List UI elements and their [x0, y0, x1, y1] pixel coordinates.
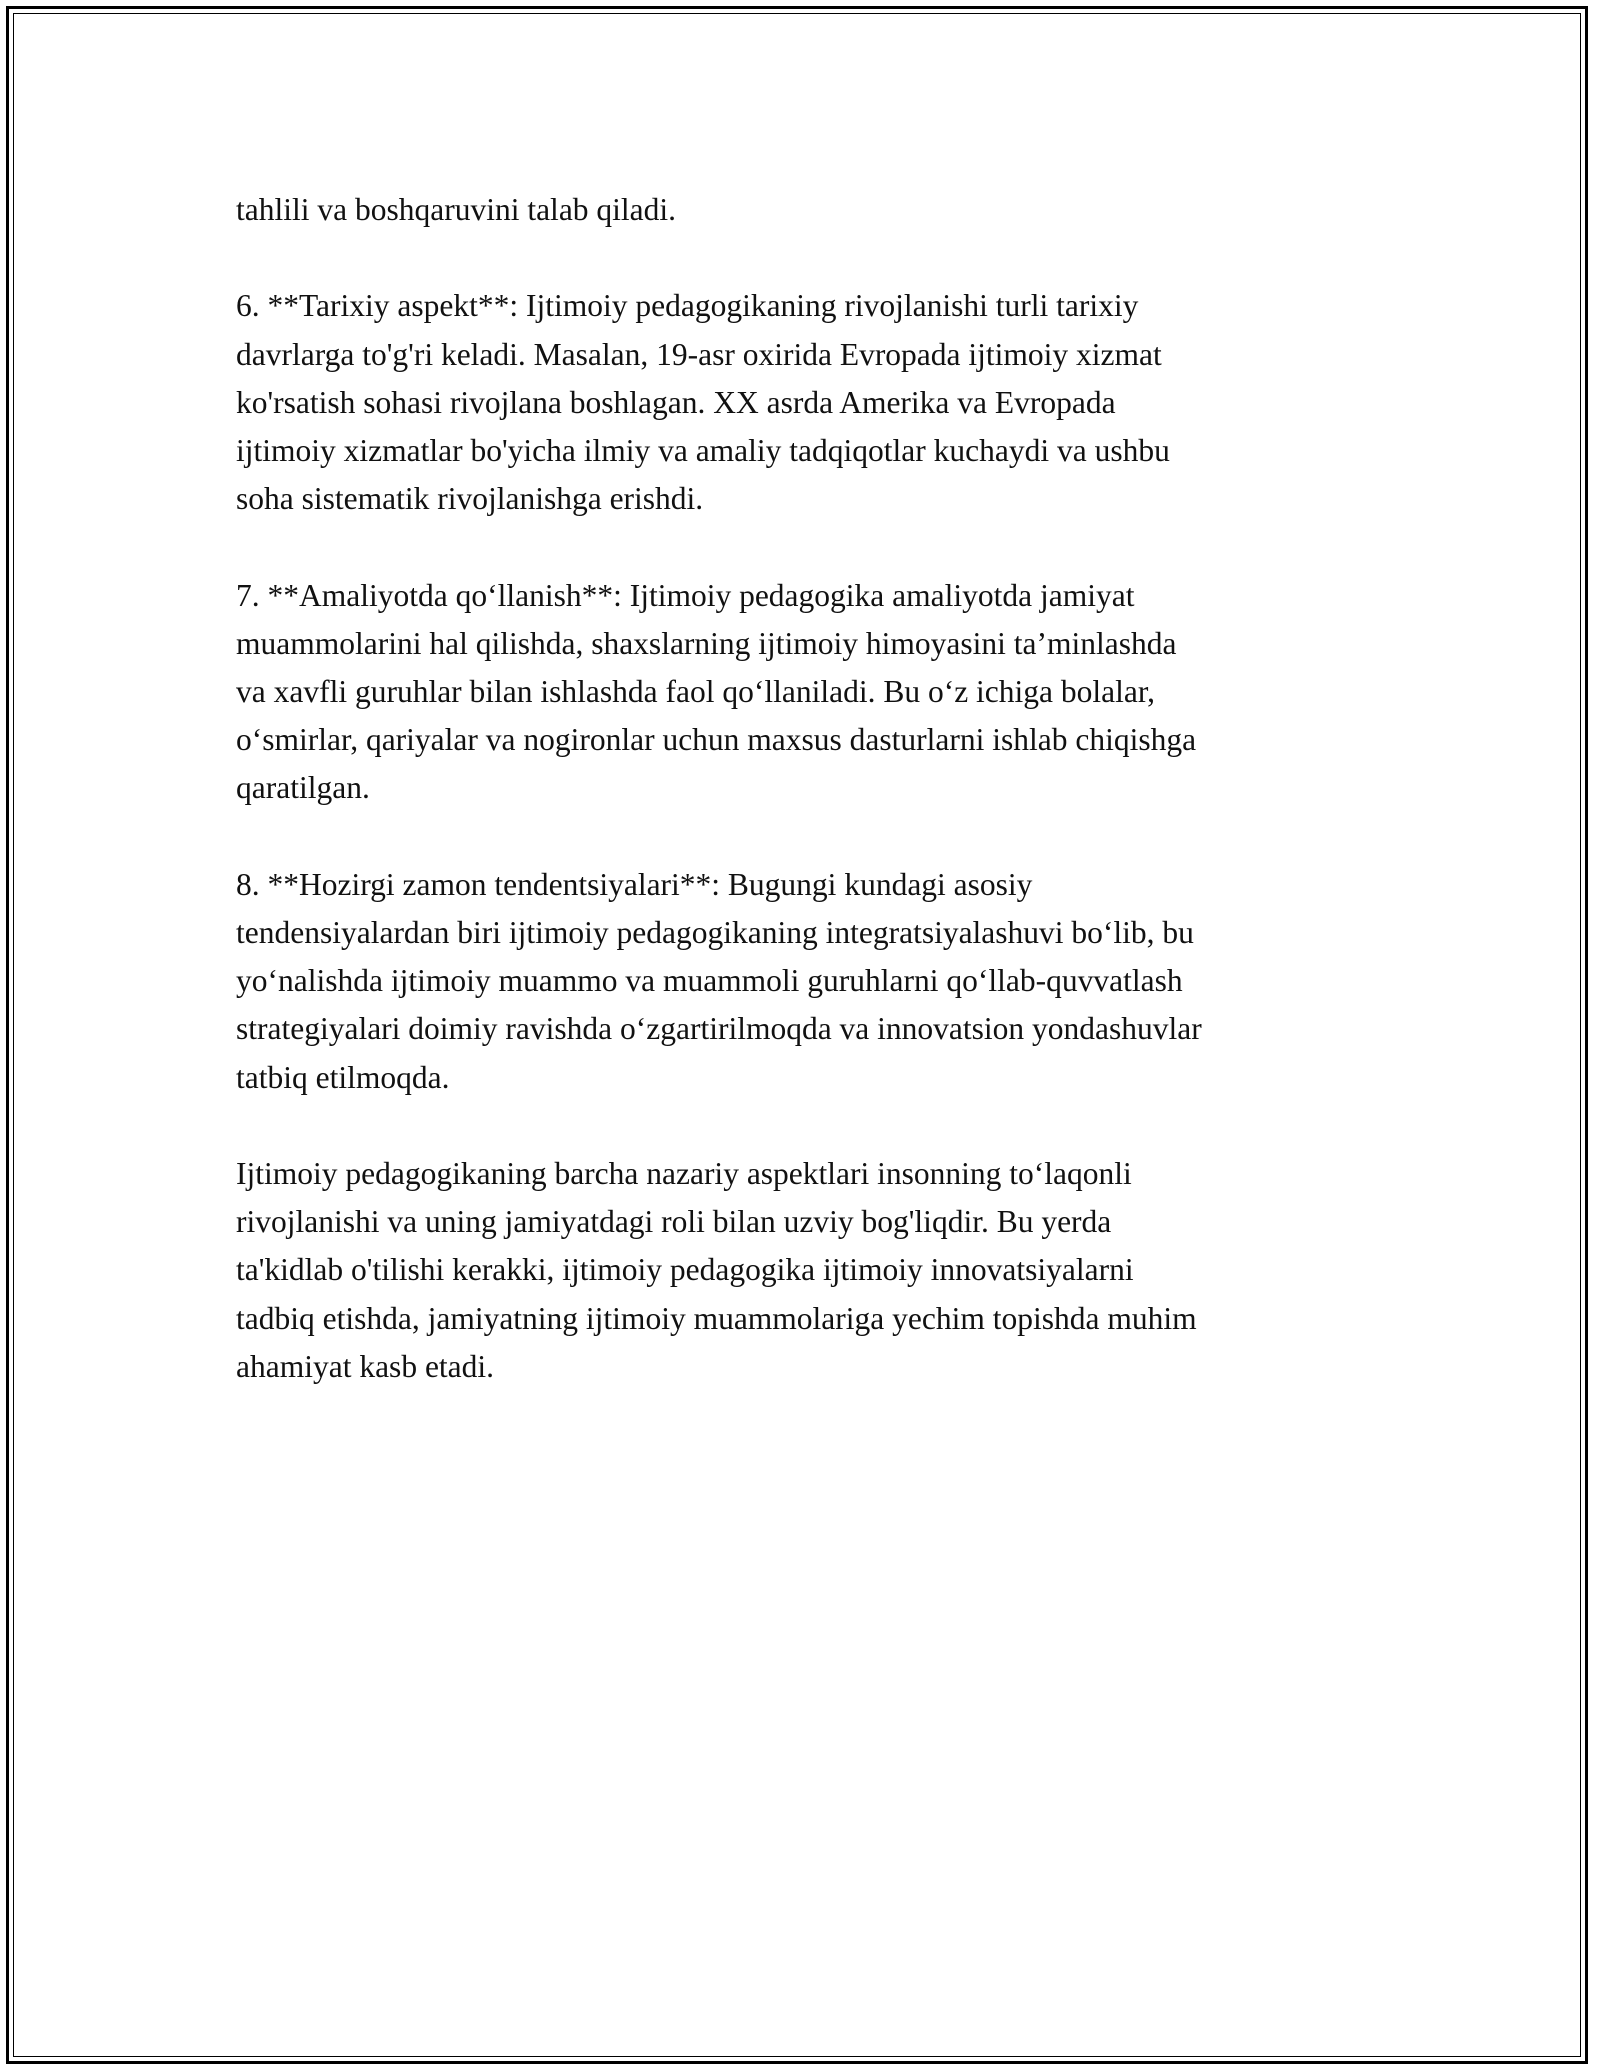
document-body [236, 186, 1376, 1439]
paragraph-continuation: tahlili va boshqaruvini talab qiladi. [236, 192, 677, 227]
paragraph-item-8: 8. **Hozirgi zamon tendentsiyalari**: Bugungi kundagi asosiy tendensiyalardan biri ijtimoiy pedagogikaning integratsiyalashuvi bo‘lib, bu yo‘nalishda ijtimoiy muammo va muammoli guruhlarni qo‘llab-quvvatlash strategiyalari doimiy ravishda o‘zgartirilmoqda va innovatsion yondashuvlar tatbiq etilmoqda. [236, 866, 1202, 1095]
paragraph-item-7: 7. **Amaliyotda qo‘llanish**: Ijtimoiy pedagogika amaliyotda jamiyat muammolarini hal qilishda, shaxslarning ijtimoiy himoyasini ta’minlashda va xavfli guruhlar bilan ishlashda faol qo‘llaniladi. Bu o‘z ichiga bolalar, o‘smirlar, qariyalar va nogironlar uchun maxsus dasturlarni ishlab chiqishga qaratilgan. [236, 577, 1197, 806]
paragraph-item-6: 6. **Tarixiy aspekt**: Ijtimoiy pedagogikaning rivojlanishi turli tarixiy davrlarga to'g'ri keladi. Masalan, 19-asr oxirida Evropada ijtimoiy xizmat ko'rsatish sohasi rivojlana boshlagan. XX asrda Amerika va Evropada ijtimoiy xizmatlar bo'yicha ilmiy va amaliy tadqiqotlar kuchaydi va ushbu soha sistematik rivojlanishga erishdi. [236, 288, 1170, 517]
paragraph-conclusion: Ijtimoiy pedagogikaning barcha nazariy aspektlari insonning to‘laqonli rivojlanishi va uning jamiyatdagi roli bilan uzviy bog'liqdir. Bu yerda ta'kidlab o'tilishi kerakki, ijtimoiy pedagogika ijtimoiy innovatsiyalarni tadbiq etishda, jamiyatning ijtimoiy muammolariga yechim topishda muhim ahamiyat kasb etadi. [236, 1156, 1197, 1384]
